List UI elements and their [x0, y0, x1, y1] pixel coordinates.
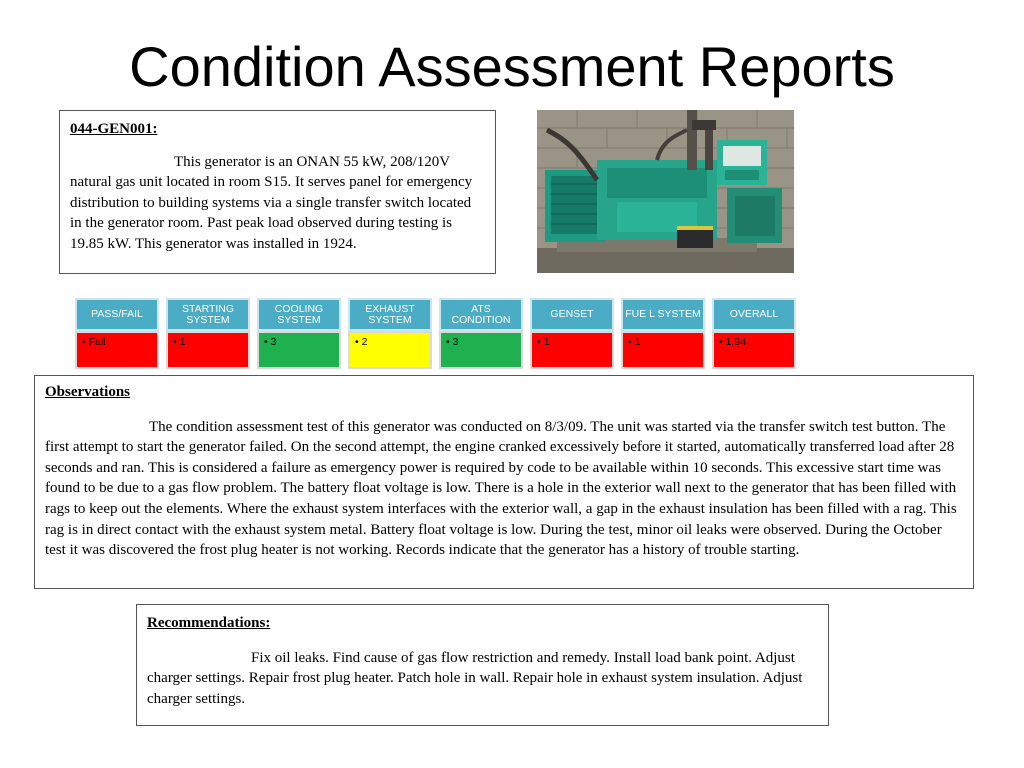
observations-box — [34, 375, 974, 589]
generator-info-box — [59, 110, 496, 274]
rating-header-cooling-system: COOLING SYSTEM — [257, 298, 341, 331]
rating-header-overall: OVERALL — [712, 298, 796, 331]
rating-value-pass-fail: • Fail — [75, 331, 159, 369]
rating-value-starting-system: • 1 — [166, 331, 250, 369]
rating-value-cooling-system: • 3 — [257, 331, 341, 369]
rating-value-exhaust-system: • 2 — [348, 331, 432, 369]
rating-header-exhaust-system: EXHAUST SYSTEM — [348, 298, 432, 331]
slide-title: Condition Assessment Reports — [129, 35, 895, 98]
rating-value-ats-condition: • 3 — [439, 331, 523, 369]
rating-value-genset: • 1 — [530, 331, 614, 369]
recommendations-heading: Recommendations: — [147, 615, 271, 631]
generator-photo — [537, 110, 794, 273]
observations-text: The condition assessment test of this generator was conducted on 8/3/09. The unit was started via the transfer switch test button. The first attempt to start the generator failed. On the second attempt, the engine cranked excessively before it started, automatically transferred load after 28 seconds and ran. This is considered a failure as emergency power is required by code to be available within 10 seconds. This excessive start time was found to be due to a gas flow problem. The battery float voltage is low. There is a hole in the exterior wall next to the generator that has been filled with rags to keep out the elements. Where the exhaust system interfaces with the exterior wall, a gap in the exhaust insulation has been filled with a rag. This rag is in direct contact with the exhaust system metal. Battery float voltage is low. During the test, minor oil leaks were observed. During the October test it was discovered the frost plug heater is not working. Records indicate that the generator has a history of trouble starting. — [45, 418, 957, 559]
rating-header-starting-system: STARTING SYSTEM — [166, 298, 250, 331]
rating-header-pass-fail: PASS/FAIL — [75, 298, 159, 331]
rating-value-overall: • 1.94 — [712, 331, 796, 369]
observations-heading: Observations — [45, 384, 131, 400]
generator-description: This generator is an ONAN 55 kW, 208/120V natural gas unit located in room S15. It serves panel for emergency distribution to building systems via a single transfer switch located in the generator room. Past peak load observed during testing is 19.85 kW. This generator was installed in 1924. — [70, 153, 473, 252]
generator-id-heading: 044-GEN001: — [70, 121, 158, 137]
rating-header-fuel-system: FUE L SYSTEM — [621, 298, 705, 331]
rating-header-genset: GENSET — [530, 298, 614, 331]
recommendations-box — [136, 604, 829, 726]
rating-header-ats-condition: ATS CONDITION — [439, 298, 523, 331]
rating-value-fuel-system: • 1 — [621, 331, 705, 369]
recommendations-text: Fix oil leaks. Find cause of gas flow restriction and remedy. Install load bank point. Adjust charger settings. Repair frost plug heater. Patch hole in wall. Repair hole in exhaust system insulation. Adjust charger settings. — [147, 649, 803, 707]
